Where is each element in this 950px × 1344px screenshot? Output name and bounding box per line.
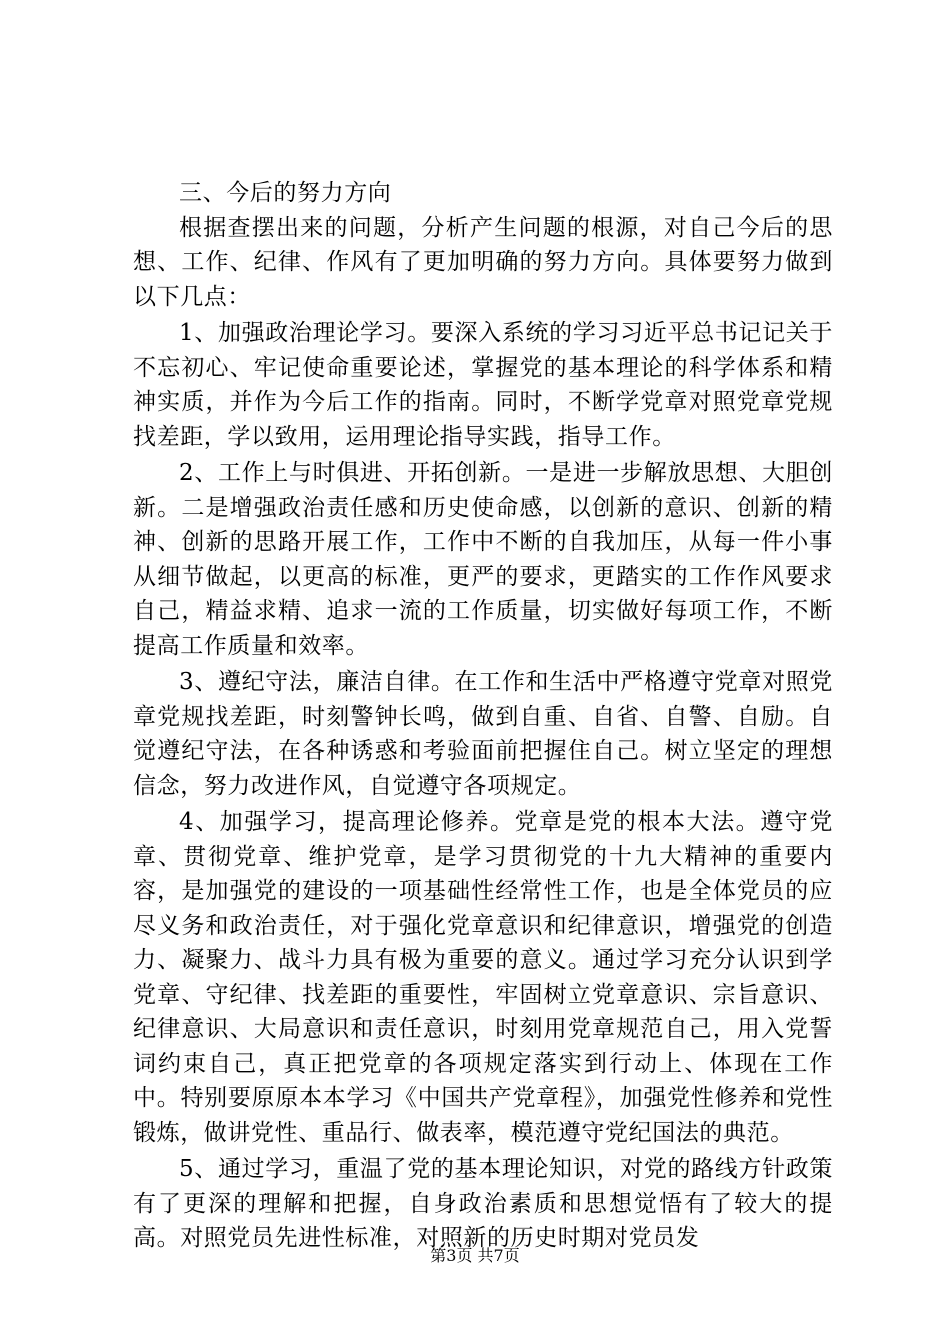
paragraph-intro: 根据查摆出来的问题，分析产生问题的根源，对自己今后的思想、工作、纪律、作风有了更加明确的努力方向。具体要努力做到以下几点： bbox=[133, 214, 833, 310]
page-number-footer: 第3页 共7页 bbox=[430, 1246, 520, 1265]
document-body bbox=[133, 176, 833, 1256]
paragraph-point-2: 2、工作上与时俱进、开拓创新。一是进一步解放思想、大胆创新。二是增强政治责任感和历史使命感，以创新的意识、创新的精神、创新的思路开展工作，工作中不断的自我加压，从每一件小事从细节做起，以更高的标准，更严的要求，更踏实的工作作风要求自己，精益求精、追求一流的工作质量，切实做好每项工作，不断提高工作质量和效率。 bbox=[133, 460, 833, 659]
paragraph-point-5: 5、通过学习，重温了党的基本理论知识，对党的路线方针政策有了更深的理解和把握，自身政治素质和思想觉悟有了较大的提高。对照党员先进性标准，对照新的历史时期对党员发 bbox=[133, 1156, 833, 1251]
section-heading: 三、今后的努力方向 bbox=[179, 180, 392, 206]
paragraph-point-4: 4、加强学习，提高理论修养。党章是党的根本大法。遵守党章、贯彻党章、维护党章，是学习贯彻党的十九大精神的重要内容，是加强党的建设的一项基础性经常性工作，也是全体党员的应尽义务和政治责任，对于强化党章意识和纪律意识，增强党的创造力、凝聚力、战斗力具有极为重要的意义。通过学习充分认识到学党章、守纪律、找差距的重要性，牢固树立党章意识、宗旨意识、纪律意识、大局意识和责任意识，时刻用党章规范自己，用入党誓词约束自己，真正把党章的各项规定落实到行动上、体现在工作中。特别要原原本本学习《中国共产党章程》，加强党性修养和党性锻炼，做讲党性、重品行、做表率，模范遵守党纪国法的典范。 bbox=[133, 809, 833, 1146]
paragraph-point-3: 3、遵纪守法，廉洁自律。在工作和生活中严格遵守党章对照党章党规找差距，时刻警钟长鸣，做到自重、自省、自警、自励。自觉遵纪守法，在各种诱惑和考验面前把握住自己。树立坚定的理想信念，努力改进作风，自觉遵守各项规定。 bbox=[133, 669, 833, 799]
paragraph-point-1: 1、加强政治理论学习。要深入系统的学习习近平总书记记关于不忘初心、牢记使命重要论述，掌握党的基本理论的科学体系和精神实质，并作为今后工作的指南。同时，不断学党章对照党章党规找差距，学以致用，运用理论指导实践，指导工作。 bbox=[133, 320, 833, 450]
